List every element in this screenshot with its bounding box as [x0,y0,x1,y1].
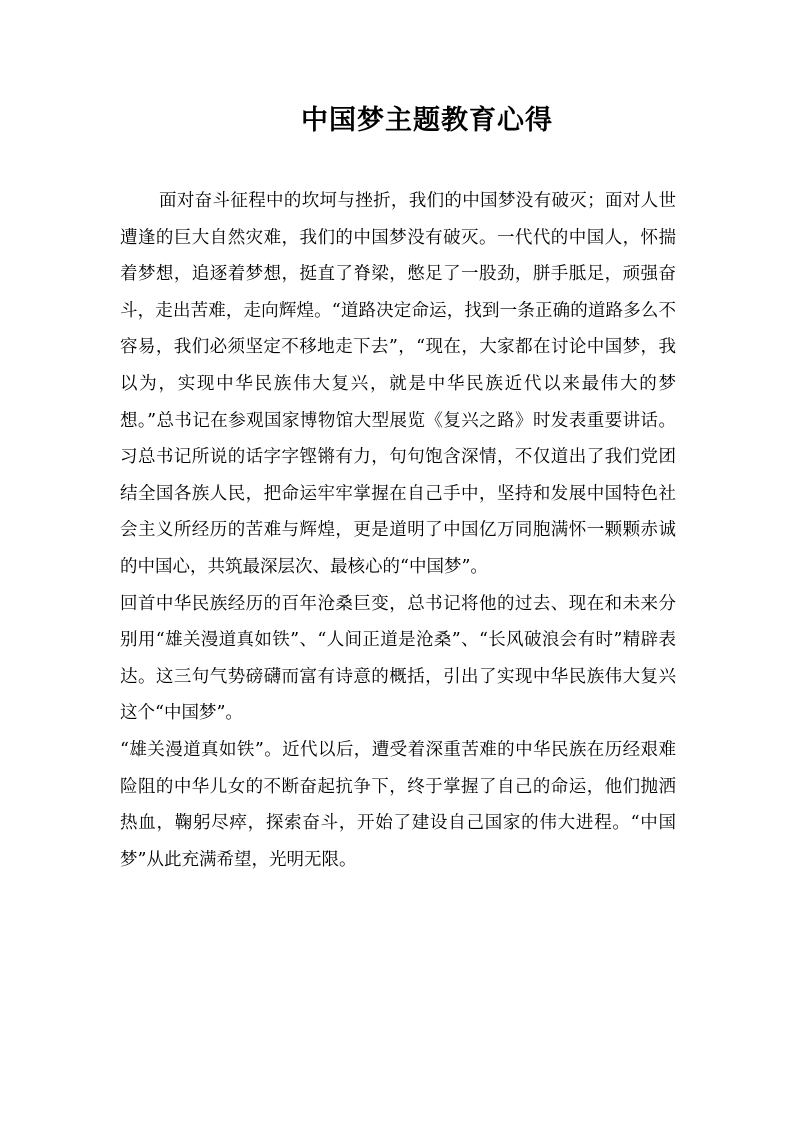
paragraph-1: 面对奋斗征程中的坎坷与挫折，我们的中国梦没有破灭；面对人世遭逢的巨大自然灾难，我们的中国梦没有破灭。一代代的中国人，怀揣着梦想，追逐着梦想，挺直了脊梁，憋足了一股劲，胼手胝足，顽强奋斗，走出苦难，走向辉煌。“道路决定命运，找到一条正确的道路多么不容易，我们必须坚定不移地走下去”，“现在，大家都在讨论中国梦，我以为，实现中华民族伟大复兴，就是中华民族近代以来最伟大的梦想。”总书记在参观国家博物馆大型展览《复兴之路》时发表重要讲话。习总书记所说的话字字铿锵有力，句句饱含深情，不仅道出了我们党团结全国各族人民，把命运牢牢掌握在自己手中，坚持和发展中国特色社会主义所经历的苦难与辉煌，更是道明了中国亿万同胞满怀一颗颗赤诚的中国心，共筑最深层次、最核心的“中国梦”。 [120,191,676,577]
document-title: 中国梦主题教育心得 [301,105,553,136]
document-body [120,183,676,878]
paragraph-3: “雄关漫道真如铁”。近代以后，遭受着深重苦难的中华民族在历经艰难险阻的中华儿女的不断奋起抗争下，终于掌握了自己的命运，他们抛洒热血，鞠躬尽瘁，探索奋斗，开始了建设自己国家的伟大进程。“中国梦”从此充满希望，光明无限。 [120,739,676,870]
paragraph-2: 回首中华民族经历的百年沧桑巨变，总书记将他的过去、现在和未来分别用“雄关漫道真如铁”、“人间正道是沧桑”、“长风破浪会有时”精辟表达。这三句气势磅礴而富有诗意的概括，引出了实现中华民族伟大复兴这个“中国梦”。 [120,593,676,724]
